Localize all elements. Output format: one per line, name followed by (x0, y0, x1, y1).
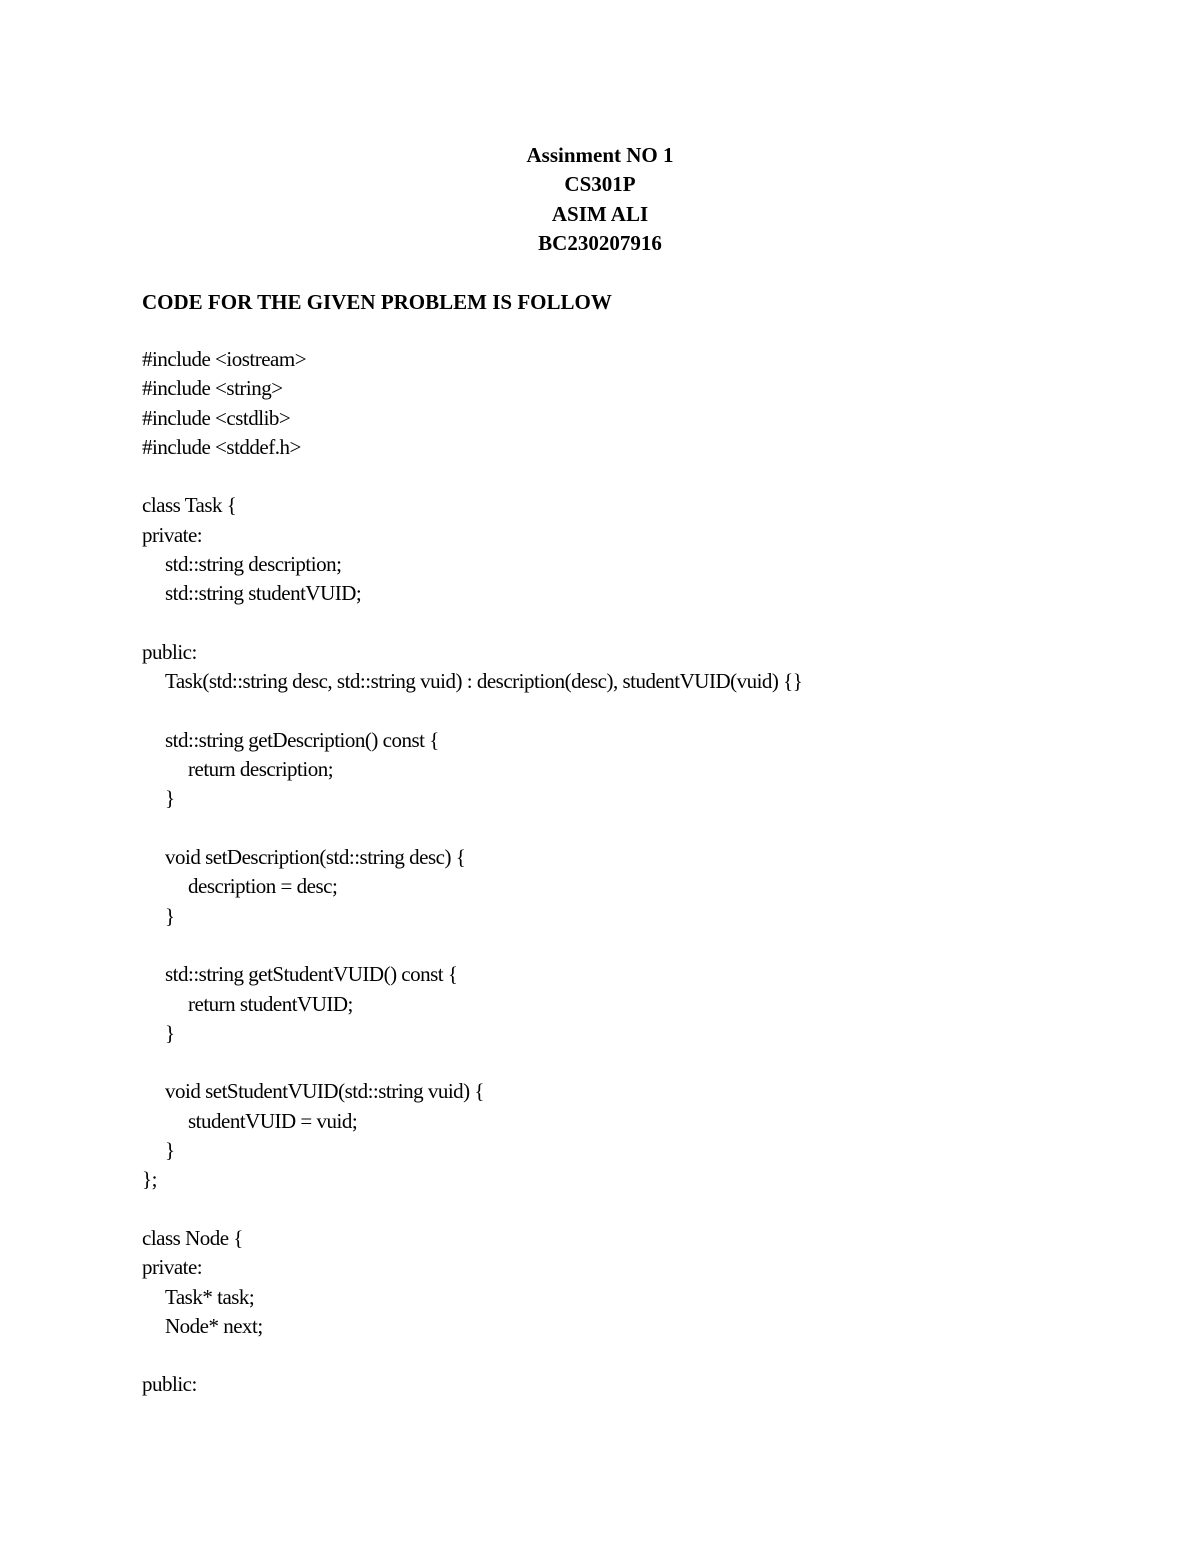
code-line: }; (142, 1167, 157, 1192)
code-line: return studentVUID; (188, 991, 353, 1016)
code-line (142, 931, 802, 960)
code-line (142, 697, 802, 726)
code-block (142, 345, 802, 1400)
code-line: std::string studentVUID; (165, 581, 362, 606)
code-line: class Task { (142, 493, 237, 518)
code-line: return description; (188, 757, 334, 782)
code-line: std::string getDescription() const { (165, 727, 439, 752)
code-line (142, 1048, 802, 1077)
code-line: public: (142, 639, 197, 664)
section-heading: CODE FOR THE GIVEN PROBLEM IS FOLLOW (142, 290, 612, 314)
course-code: CS301P (564, 172, 636, 197)
code-line (142, 1341, 802, 1370)
code-line: Node* next; (165, 1313, 263, 1338)
code-line (142, 462, 802, 491)
code-line: private: (142, 1255, 203, 1280)
code-line: std::string getStudentVUID() const { (165, 962, 458, 987)
code-line: Task(std::string desc, std::string vuid) : description(desc), studentVUID(vuid) {} (165, 669, 803, 694)
code-line (142, 814, 802, 843)
code-line: } (165, 1020, 175, 1045)
code-line: void setStudentVUID(std::string vuid) { (165, 1079, 484, 1104)
code-line: } (165, 903, 175, 928)
code-line: description = desc; (188, 874, 338, 899)
student-name: ASIM ALI (551, 201, 649, 226)
student-id: BC230207916 (538, 231, 662, 256)
code-line: Task* task; (165, 1284, 255, 1309)
code-line: } (165, 786, 175, 811)
code-line: void setDescription(std::string desc) { (165, 845, 466, 870)
code-line: class Node { (142, 1225, 243, 1250)
code-line: #include <cstdlib> (142, 405, 291, 430)
code-line: studentVUID = vuid; (188, 1108, 358, 1133)
code-line: private: (142, 522, 203, 547)
assignment-title: Assinment NO 1 (526, 143, 674, 167)
document-header (0, 141, 1200, 259)
code-line: #include <iostream> (142, 347, 307, 371)
code-line (142, 1195, 802, 1224)
code-line: public: (142, 1372, 197, 1397)
code-line: std::string description; (165, 552, 342, 577)
code-line: #include <stddef.h> (142, 434, 301, 459)
code-line (142, 609, 802, 638)
code-line: } (165, 1138, 175, 1163)
code-line: #include <string> (142, 376, 283, 401)
